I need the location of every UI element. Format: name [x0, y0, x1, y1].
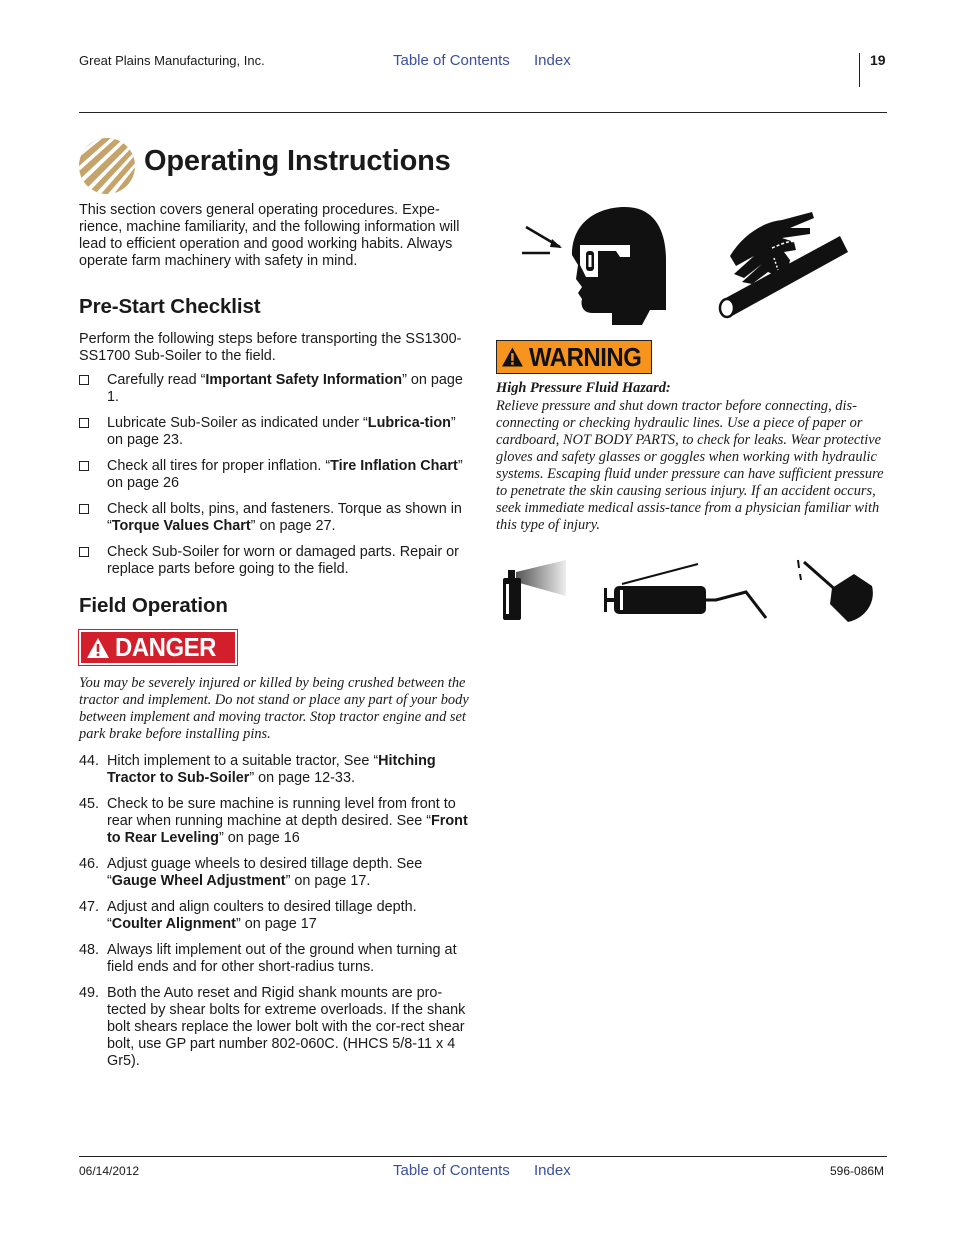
- spray-can-pictogram-icon: [500, 558, 570, 622]
- checkbox-icon: [79, 375, 89, 385]
- warning-text: Relieve pressure and shut down tractor before connecting, dis-connecting or checking hydraulic lines. Use a piece of paper or cardboard, NOT BODY PARTS, to check for leaks. Wear protective gloves and safety glasses or goggles when working with hydraulic systems. Escaping fluid under pressure can have sufficient pressure to penetrate the skin causing serious injury. If an accident occurs, seek immediate medical assis-tance from a physician familiar with this type of injury.: [496, 398, 884, 533]
- left-column: [79, 202, 471, 1079]
- warning-label: WARNING: [528, 341, 642, 372]
- danger-label: DANGER: [115, 632, 216, 662]
- footer-table-of-contents-link[interactable]: Table of Contents: [393, 1162, 510, 1179]
- footer-index-link[interactable]: Index: [534, 1162, 571, 1179]
- company-name: Great Plains Manufacturing, Inc.: [79, 53, 265, 68]
- alert-triangle-icon: [501, 346, 524, 368]
- grease-gun-pictogram-icon: [600, 560, 770, 620]
- document-number: 596-086M: [830, 1164, 885, 1178]
- list-item: 48. Always lift implement out of the ground when turning at field ends and for other short-radius turns.: [79, 942, 457, 975]
- header-rule: [79, 112, 887, 113]
- checkbox-icon: [79, 461, 89, 471]
- danger-text: You may be severely injured or killed by being crushed between the tractor and implement. Do not stand or place any part of your body between implement and moving tractor. Stop tractor engine and set park brake before installing pins.: [79, 675, 469, 742]
- checklist-item: Carefully read “Important Safety Information” on page 1.: [79, 372, 471, 406]
- field-operation-heading: Field Operation: [79, 594, 228, 617]
- list-item: 47. Adjust and align coulters to desired tillage depth. “Coulter Alignment” on page 17: [79, 899, 417, 932]
- checkbox-icon: [79, 504, 89, 514]
- page-number: 19: [870, 52, 886, 68]
- list-item: 46. Adjust guage wheels to desired tillage depth. See “Gauge Wheel Adjustment” on page 17.: [79, 856, 423, 889]
- checkbox-icon: [79, 547, 89, 557]
- index-link[interactable]: Index: [534, 52, 571, 69]
- prestart-heading: Pre-Start Checklist: [79, 295, 261, 318]
- eye-protection-pictogram-icon: [520, 205, 670, 325]
- prestart-intro: Perform the following steps before transporting the SS1300-SS1700 Sub-Soiler to the field.: [79, 331, 462, 364]
- list-item: 44. Hitch implement to a suitable tractor, See “Hitching Tractor to Sub-Soiler” on page 12-33.: [79, 753, 436, 786]
- great-plains-logo-icon: [78, 137, 136, 195]
- header-divider: [859, 53, 860, 87]
- intro-paragraph: This section covers general operating procedures. Expe-rience, machine familiarity, and the following information will lead to efficient operation and good working habits. Always operate farm machinery with safety in mind.: [79, 202, 460, 269]
- field-operation-steps: [79, 753, 471, 1070]
- oil-can-pictogram-icon: [790, 556, 880, 626]
- warning-sign: [496, 340, 652, 374]
- danger-sign: [79, 630, 237, 665]
- warning-heading: High Pressure Fluid Hazard:: [496, 380, 671, 396]
- hand-fluid-injection-pictogram-icon: [712, 208, 852, 323]
- page-title: Operating Instructions: [144, 145, 451, 177]
- checklist-item: Check all tires for proper inflation. “Tire Inflation Chart” on page 26: [79, 458, 471, 492]
- list-item: 49. Both the Auto reset and Rigid shank mounts are pro-tected by shear bolts for extreme overloads. If the shank bolt shears replace the lower bolt with the cor-rect shear bolt, use GP part number 802-060C. (HHCS 5/8-11 x 4 Gr5).: [79, 985, 466, 1069]
- prestart-checklist: [79, 372, 471, 578]
- checklist-item: Check all bolts, pins, and fasteners. Torque as shown in “Torque Values Chart” on page 27.: [79, 501, 471, 535]
- list-item: 45. Check to be sure machine is running level from front to rear when running machine at depth desired. See “Front to Rear Leveling” on page 16: [79, 796, 468, 846]
- footer-date: 06/14/2012: [79, 1164, 140, 1178]
- checklist-item: Check Sub-Soiler for worn or damaged parts. Repair or replace parts before going to the field.: [79, 544, 471, 578]
- table-of-contents-link[interactable]: Table of Contents: [393, 52, 510, 69]
- checklist-item: Lubricate Sub-Soiler as indicated under “Lubrica-tion” on page 23.: [79, 415, 471, 449]
- alert-triangle-icon: [86, 637, 110, 659]
- footer-rule: [79, 1156, 887, 1157]
- checkbox-icon: [79, 418, 89, 428]
